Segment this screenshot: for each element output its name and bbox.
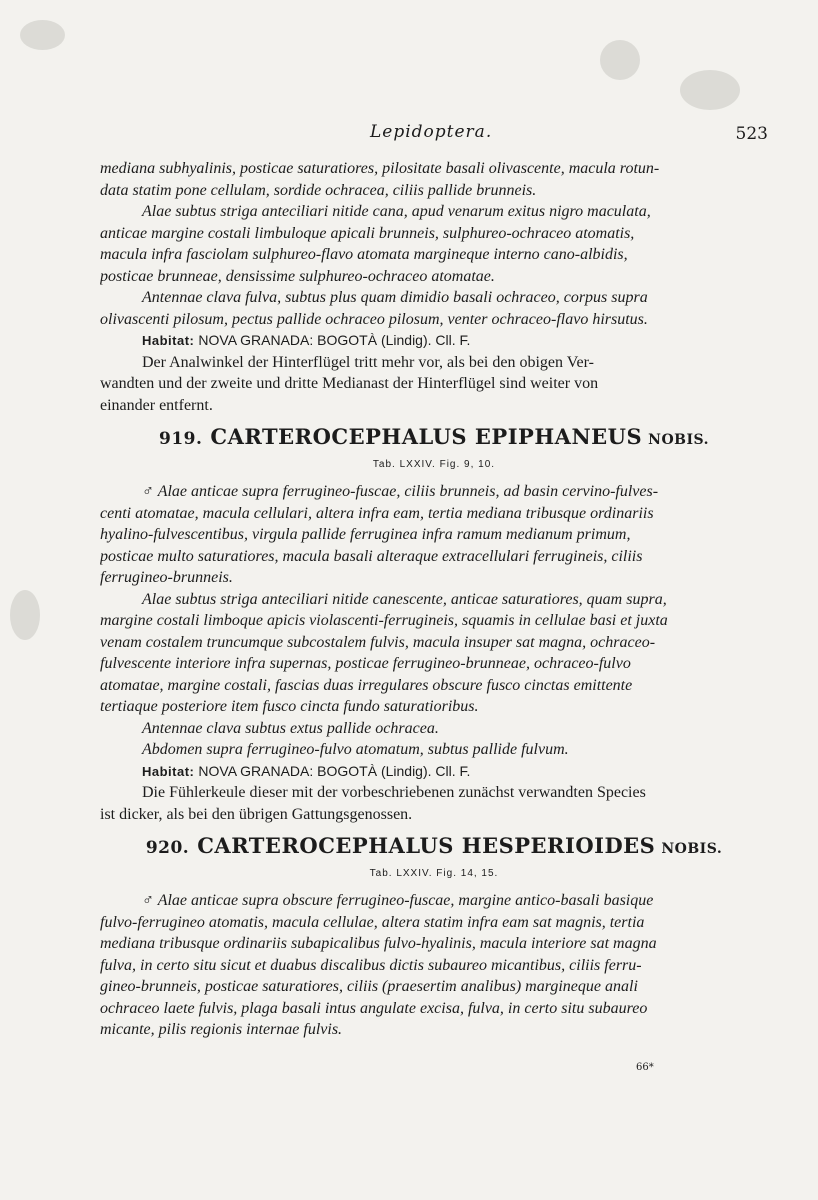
intro-paragraph-3 [100, 287, 768, 330]
text-line: macula infra fasciolam sulphureo-flavo atomata margineque interno cano-albidis, [100, 246, 628, 263]
page-header [100, 118, 768, 148]
text-line: mediana subhyalinis, posticae saturatiores, pilositate basali olivascente, macula rotun- [100, 160, 660, 177]
text-line: tertiaque posteriore item fusco cincta fundo saturatioribus. [100, 698, 479, 715]
text-line: fulvo-ferrugineo atomatis, macula cellulae, altera statim infra eam sat magnis, tertia [100, 913, 645, 931]
text-line: fulva, in certo situ sicut et duabus discalibus dictis subaureo micantibus, ciliis ferru- [100, 956, 642, 974]
plate-reference: Tab. LXXIV. Fig. 14, 15. [369, 867, 499, 879]
text-line: mediana tribusque ordinariis subapicalibus fulvo-hyalinis, macula interiore sat magna [100, 935, 657, 952]
text-line: data statim pone cellulam, sordide ochracea, ciliis pallide brunneis. [100, 181, 537, 199]
habitat-label: Habitat: [142, 763, 195, 779]
species-author: NOBIS. [661, 841, 723, 857]
text-line: posticae multo saturatiores, macula basali alteraque extracellulari ferrugineis, ciliis [100, 547, 643, 565]
paper-stain [680, 70, 740, 110]
intro-paragraph-2 [100, 201, 768, 287]
paper-stain [600, 40, 640, 80]
species-name: CARTEROCEPHALUS HESPERIOIDES [197, 833, 656, 858]
text-line: gineo-brunneis, posticae saturatiores, ciliis (praesertim analibus) margineque anali [100, 978, 638, 995]
text-line: Alae subtus striga anteciliari nitide cana, apud venarum exitus nigro maculata, [142, 203, 651, 220]
habitat-line [100, 330, 768, 352]
text-line: olivascenti pilosum, pectus pallide ochraceo pilosum, venter ochraceo-flavo hirsutus. [100, 310, 648, 328]
habitat-line [100, 761, 768, 783]
text-line: wandten und der zweite und dritte Medianast der Hinterflügel sind weiter von [100, 375, 599, 392]
species-heading-920 [100, 835, 768, 861]
description-paragraph [100, 481, 768, 589]
description-paragraph [100, 890, 768, 1041]
signature-mark: 66* [636, 1062, 654, 1073]
text-line: Der Analwinkel der Hinterflügel tritt mehr vor, als bei den obigen Ver- [142, 353, 594, 371]
paper-stain [20, 20, 65, 50]
text-line: micante, pilis regionis internae fulvis. [100, 1021, 343, 1038]
text-line: fulvescente interiore infra supernas, posticae ferrugineo-brunneae, ochraceo-fulvo [100, 655, 631, 672]
intro-paragraph-1 [100, 158, 768, 201]
text-line: margine costali limboque apicis violascenti-ferrugineis, squamis in cellulae basi et juxta [100, 612, 668, 629]
text-line: Die Fühlerkeule dieser mit der vorbeschriebenen zunächst verwandten Species [142, 784, 646, 801]
running-title: Lepidoptera. [370, 122, 493, 142]
text-line: atomatae, margine costali, fascias duas irregulares obscure fusco cinctas emittente [100, 676, 633, 694]
text-line: ♂ Alae anticae supra ferrugineo-fuscae, ciliis brunneis, ad basin cervino-fulves- [142, 483, 659, 500]
species-author: NOBIS. [648, 432, 709, 448]
text-line: ♂ Alae anticae supra obscure ferrugineo-fuscae, margine antico-basali basique [142, 892, 654, 909]
text-line: anticae margine costali limbuloque apicali brunneis, sulphureo-ochraceo atomatis, [100, 224, 635, 242]
text-line: hyalino-fulvescentibus, virgula pallide ferruginea infra ramum medianum primum, [100, 526, 631, 543]
text-line: ochraceo laete fulvis, plaga basali intus angulate excisa, fulva, in certo situ subaureo [100, 999, 648, 1017]
page-number: 523 [735, 124, 768, 144]
text-line: Antennae clava subtus extus pallide ochracea. [142, 719, 439, 737]
german-note [100, 782, 768, 825]
text-line: centi atomatae, macula cellulari, altera infra eam, tertia mediana tribusque ordinariis [100, 504, 654, 522]
text-line: einander entfernt. [100, 396, 213, 414]
text-line: ist dicker, als bei den übrigen Gattungsgenossen. [100, 805, 413, 823]
text-line: venam costalem truncumque subcostalem fulvis, macula insuper sat magna, ochraceo- [100, 633, 656, 651]
habitat-label: Habitat: [142, 333, 195, 348]
species-number: 920. [145, 838, 190, 858]
text-line: posticae brunneae, densissime sulphureo-ochraceo atomatae. [100, 267, 495, 285]
page-body [100, 158, 768, 1041]
text-line: ferrugineo-brunneis. [100, 569, 233, 586]
text-line: Abdomen supra ferrugineo-fulvo atomatum, subtus pallide fulvum. [142, 741, 569, 758]
paper-stain [10, 590, 40, 640]
species-name: CARTEROCEPHALUS EPIPHANEUS [210, 424, 643, 449]
german-note [100, 352, 768, 417]
text-line: Antennae clava fulva, subtus plus quam dimidio basali ochraceo, corpus supra [142, 289, 648, 306]
plate-reference: Tab. LXXIV. Fig. 9, 10. [372, 458, 496, 470]
species-heading-919 [100, 426, 768, 452]
habitat-text: NOVA GRANADA: BOGOTÀ (Lindig). Cll. F. [198, 332, 471, 348]
text-line: Alae subtus striga anteciliari nitide canescente, anticae saturatiores, quam supra, [142, 590, 667, 608]
description-paragraph [100, 589, 768, 718]
species-number: 919. [158, 429, 203, 449]
habitat-text: NOVA GRANADA: BOGOTÀ (Lindig). Cll. F. [198, 762, 471, 779]
